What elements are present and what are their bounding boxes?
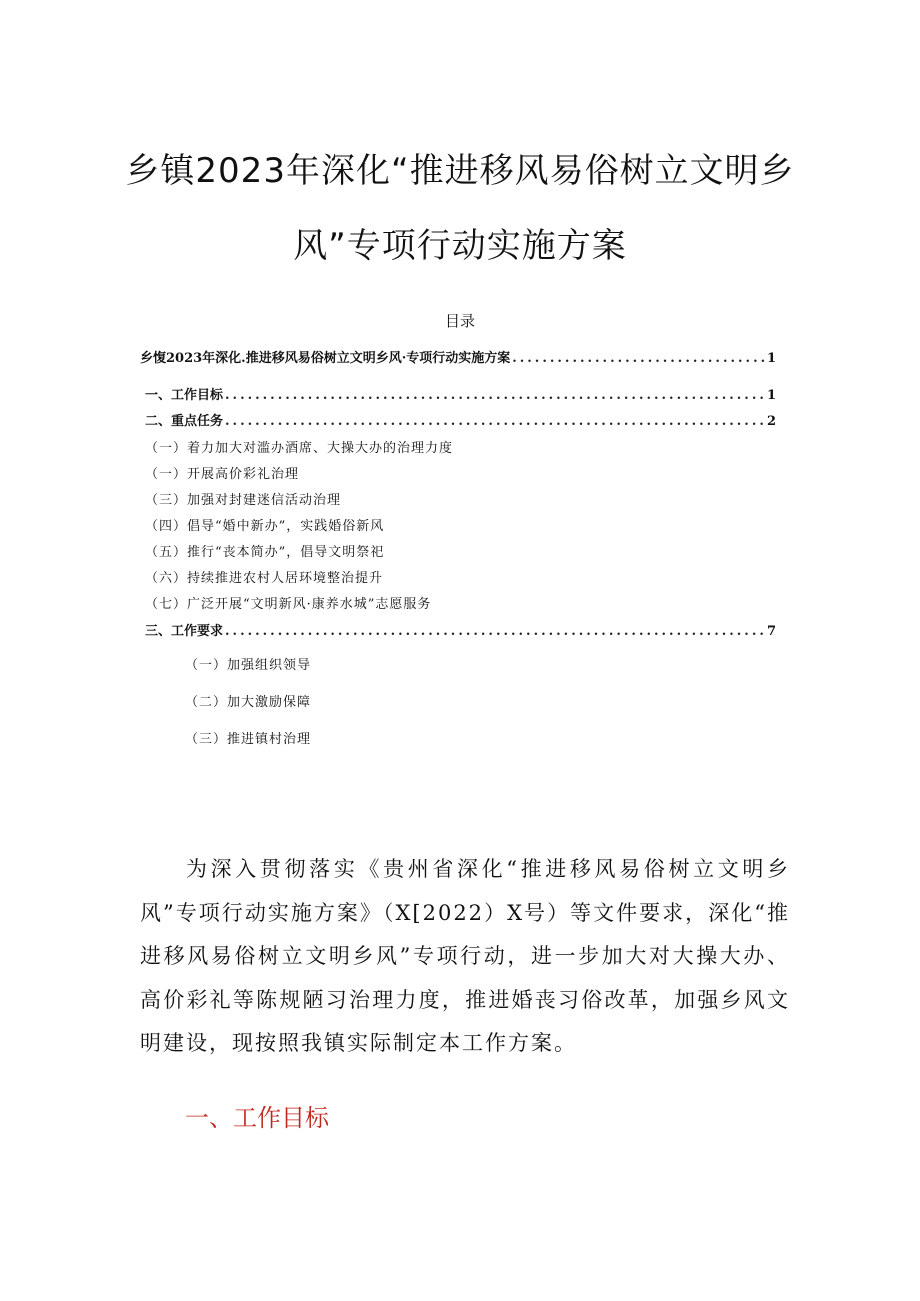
toc-entry-text: 二、重点任务 [145,414,224,429]
toc-subentry[interactable]: （五）推行“丧本简办”，倡导文明祭祀 [145,545,385,560]
toc-page-number: 1 [766,351,776,366]
toc-subentry[interactable]: （三）推进镇村治理 [185,732,312,747]
intro-paragraph: 为深入贯彻落实《贵州省深化“推进移风易俗树立文明乡风”专项行动实施方案》（X[2022）X号）等文件要求，深化“推进移风易俗树立文明乡风”专项行动，进一步加大对大操大办、高价彩礼等陈规陋习治理力度，推进婚丧习俗改革，加强乡风文明建设，现按照我镇实际制定本工作方案。 [140,857,790,1055]
toc-subentry[interactable]: （一）开展高价彩礼治理 [145,467,300,482]
toc-subentry[interactable]: （三）加强对封建迷信活动治理 [145,493,342,508]
toc-heading: 目录 [444,312,475,330]
toc-entry-work-requirements[interactable] [145,620,776,639]
document-title-line-1: 乡镇2023年深化“推进移风易俗树立文明乡 [125,151,795,191]
toc-entry-work-goals[interactable] [145,384,776,403]
toc-page-number: 7 [766,624,776,639]
toc-page-number: 2 [766,414,776,429]
toc-subentry[interactable]: （七）广泛开展“文明新风·康养水城”志愿服务 [145,597,432,612]
toc-entry-key-tasks[interactable] [145,410,776,429]
toc-subentry[interactable]: （二）加大激励保障 [185,695,312,710]
toc-entry-text: 乡愎2023年深化.推进移风易俗树立文明乡风·专项行动实施方案 [140,351,511,366]
toc-page-number: 1 [766,388,776,403]
toc-subentry[interactable]: （一）着力加大对滥办酒席、大操大办的治理力度 [145,441,454,456]
toc-leader-dots [225,624,765,639]
toc-subentry[interactable]: （一）加强组织领导 [185,658,312,673]
section-heading-work-goals: 一、工作目标 [185,1104,329,1132]
toc-entry-text: 一、工作目标 [145,388,224,403]
toc-entry-text: 三、工作要求 [145,624,224,639]
toc-subentry[interactable]: （四）倡导“婚中新办”，实践婚俗新风 [145,519,385,534]
toc-leader-dots [225,388,765,403]
toc-entry-document-title[interactable] [140,347,776,366]
document-title-line-2: 风”专项行动实施方案 [293,226,627,266]
toc-leader-dots [512,351,765,366]
toc-subentry[interactable]: （六）持续推进农村人居环境整治提升 [145,571,384,586]
toc-leader-dots [225,414,765,429]
